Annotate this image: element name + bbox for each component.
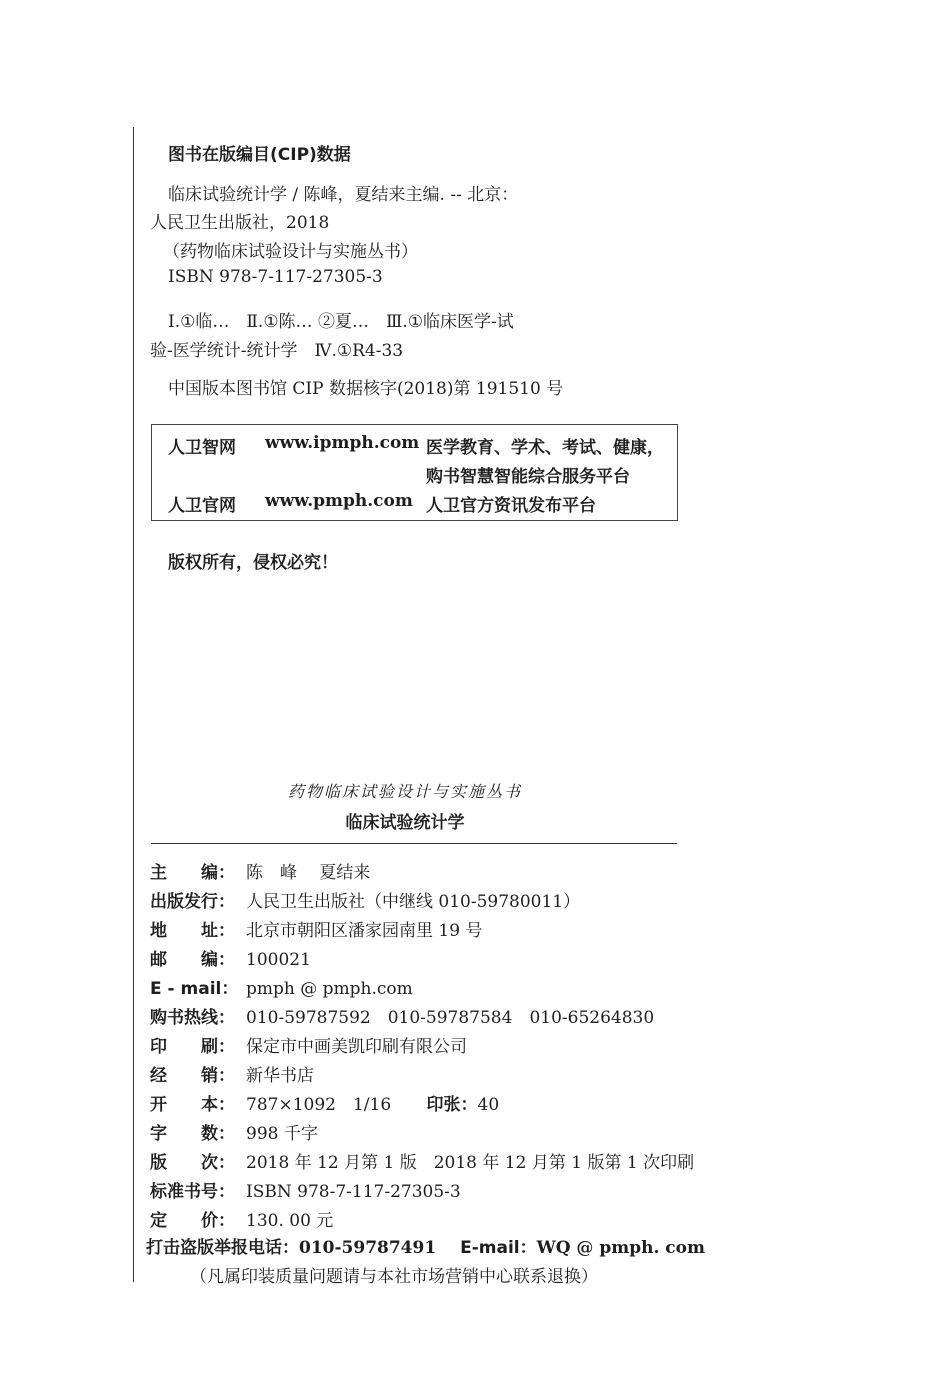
info-label: E - mail：	[150, 979, 239, 999]
info-row-publisher	[150, 887, 580, 912]
piracy-email-label: E-mail：	[460, 1238, 537, 1258]
piracy-phone: 010-59787491	[299, 1238, 437, 1258]
site-desc: 医学教育、学术、考试、健康，	[426, 438, 664, 458]
info-row-postcode	[150, 945, 311, 970]
info-value: ISBN 978-7-117-27305-3	[246, 1182, 461, 1202]
margin-rule	[133, 127, 134, 1282]
site-name: 人卫官网	[168, 496, 236, 516]
divider	[151, 843, 677, 844]
info-value: 010-59787592 010-59787584 010-65264830	[246, 1008, 655, 1028]
site-url-link[interactable]: www.ipmph.com	[265, 433, 420, 453]
info-label: 邮 编：	[150, 950, 235, 970]
sheet-value: 40	[477, 1095, 500, 1115]
info-row-price	[150, 1206, 333, 1231]
site-name: 人卫智网	[168, 438, 236, 458]
info-row-printer	[150, 1032, 467, 1057]
info-value: 保定市中画美凯印刷有限公司	[246, 1037, 467, 1057]
piracy-report-line	[146, 1233, 705, 1258]
series-name: 药物临床试验设计与实施丛书	[287, 782, 522, 801]
info-label: 地 址：	[150, 921, 235, 941]
info-row-format	[150, 1090, 499, 1115]
cip-line: 人民卫生出版社，2018	[150, 213, 330, 233]
info-label: 经 销：	[150, 1066, 235, 1086]
info-value: 998 千字	[246, 1124, 318, 1144]
info-value: 130. 00 元	[246, 1211, 334, 1231]
cip-line: 中国版本图书馆 CIP 数据核字(2018)第 191510 号	[168, 379, 564, 399]
info-value: pmph @ pmph.com	[246, 979, 413, 999]
info-row-isbn	[150, 1177, 461, 1202]
site-desc: 购书智慧智能综合服务平台	[426, 467, 630, 487]
cip-line: （药物临床试验设计与实施丛书）	[163, 242, 418, 262]
info-row-email	[150, 974, 413, 999]
cip-title: 图书在版编目(CIP)数据	[168, 145, 351, 165]
cip-line: 验-医学统计-统计学 Ⅳ.①R4-33	[150, 341, 404, 361]
piracy-email: WQ @ pmph. com	[536, 1238, 705, 1258]
info-value: 陈 峰 夏结来	[246, 863, 371, 883]
info-label: 字 数：	[150, 1124, 235, 1144]
cip-line: Ⅰ.①临… Ⅱ.①陈… ②夏… Ⅲ.①临床医学-试	[168, 312, 514, 332]
sheet-label: 印张：	[426, 1095, 478, 1115]
info-value: 2018 年 12 月第 1 版 2018 年 12 月第 1 版第 1 次印刷	[246, 1153, 695, 1173]
piracy-label: 打击盗版举报电话：	[146, 1238, 299, 1258]
return-note: （凡属印装质量问题请与本社市场营销中心联系退换）	[190, 1267, 598, 1287]
copyright-notice: 版权所有，侵权必究！	[168, 553, 338, 573]
info-value: 人民卫生出版社（中继线 010-59780011）	[246, 892, 581, 912]
info-label: 印 刷：	[150, 1037, 235, 1057]
site-url-link[interactable]: www.pmph.com	[265, 491, 413, 511]
info-row-edition	[150, 1148, 694, 1173]
info-value: 100021	[246, 950, 311, 970]
info-row-wordcount	[150, 1119, 318, 1144]
info-row-address	[150, 916, 482, 941]
info-value: 787×1092 1/16	[246, 1095, 392, 1115]
book-title: 临床试验统计学	[345, 813, 465, 833]
info-label: 定 价：	[150, 1211, 235, 1231]
info-label: 购书热线：	[150, 1008, 235, 1028]
info-value: 北京市朝阳区潘家园南里 19 号	[246, 921, 483, 941]
info-label: 主 编：	[150, 863, 235, 883]
info-label: 版 次：	[150, 1153, 235, 1173]
info-value: 新华书店	[246, 1066, 314, 1086]
info-row-hotline	[150, 1003, 654, 1028]
cip-line: 临床试验统计学 / 陈峰，夏结来主编. -- 北京：	[168, 185, 519, 205]
info-label: 标准书号：	[150, 1182, 235, 1202]
info-label: 出版发行：	[150, 892, 235, 912]
cip-line: ISBN 978-7-117-27305-3	[168, 267, 383, 287]
info-label: 开 本：	[150, 1095, 235, 1115]
info-row-editor	[150, 858, 370, 883]
site-desc: 人卫官方资讯发布平台	[426, 496, 596, 516]
websites-box	[151, 424, 678, 521]
info-row-distributor	[150, 1061, 314, 1086]
